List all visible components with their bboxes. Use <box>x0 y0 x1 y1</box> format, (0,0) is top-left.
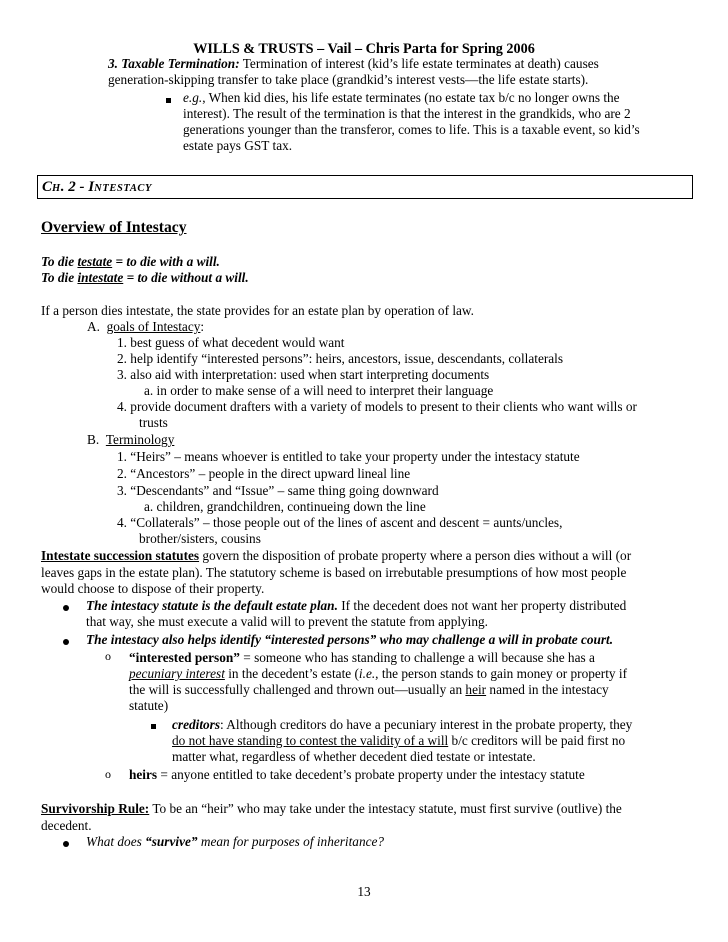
statutes-para-line2: leaves gaps in the estate plan). The statutory scheme is based on irrebutable presumptions of how most people <box>41 565 627 580</box>
overview-heading: Overview of Intestacy <box>41 219 187 236</box>
square-bullet-icon <box>151 724 156 729</box>
taxable-termination-line2: generation-skipping transfer to take place (grandkid’s interest vests—the life estate starts). <box>108 72 589 87</box>
default-plan-bullet-line2: that way, she must execute a valid will to prevent the statute from applying. <box>86 614 488 629</box>
taxable-termination-line1: 3. Taxable Termination: Termination of interest (kid’s life estate terminates at death) causes <box>108 56 599 71</box>
list-item-b2: 2. “Ancestors” – people in the direct upward lineal line <box>117 466 411 481</box>
list-item-b4-continued: brother/sisters, cousins <box>139 531 261 546</box>
interested-person-line1: “interested person” = someone who has standing to challenge a will because she has a <box>129 650 595 665</box>
creditors-line3: matter what, regardless of whether decedent died testate or intestate. <box>172 749 536 764</box>
square-bullet-icon <box>166 98 171 103</box>
interested-person-line2: pecuniary interest in the decedent’s estate (i.e., the person stands to gain money or property if <box>129 666 628 681</box>
bullet-icon <box>63 639 69 645</box>
list-item-a1: 1. best guess of what decedent would want <box>117 335 345 350</box>
circle-bullet-icon: o <box>105 767 111 781</box>
statutes-para-line3: would choose to dispose of their property. <box>41 581 265 596</box>
gst-example-line3: generations younger than the transferor, comes to life. This is a taxable event, so kid’s <box>183 122 640 137</box>
gst-example-line2: interest). The result of the termination is that the interest in the grandkids, who are 2 <box>183 106 631 121</box>
definition-testate: To die testate = to die with a will. <box>41 254 220 269</box>
list-item-a4: 4. provide document drafters with a variety of models to present to their clients who want wills or <box>117 399 637 414</box>
creditors-line1: creditors: Although creditors do have a pecuniary interest in the probate property, they <box>172 717 633 732</box>
gst-example-line4: estate pays GST tax. <box>183 138 293 153</box>
interested-persons-bullet: The intestacy also helps identify “interested persons” who may challenge a will in probate court. <box>86 632 614 647</box>
chapter-heading: CH. 2 - INTESTACY <box>42 179 153 195</box>
list-item-a3: 3. also aid with interpretation: used when start interpreting documents <box>117 367 490 382</box>
circle-bullet-icon: o <box>105 649 111 663</box>
list-item-b1: 1. “Heirs” – means whoever is entitled to take your property under the intestacy statute <box>117 449 580 464</box>
list-item-b3a: a. children, grandchildren, continueing down the line <box>144 499 426 514</box>
list-item-a4-continued: trusts <box>139 415 168 430</box>
bullet-icon <box>63 605 69 611</box>
definition-intestate: To die intestate = to die without a will. <box>41 270 249 285</box>
list-item-a: A. goals of Intestacy: <box>87 319 205 334</box>
survive-question: What does “survive” mean for purposes of inheritance? <box>86 834 385 849</box>
intestacy-intro: If a person dies intestate, the state provides for an estate plan by operation of law. <box>41 303 474 318</box>
gst-example-line1: e.g., When kid dies, his life estate terminates (no estate tax b/c no longer owns the <box>183 90 620 105</box>
page-header-title: WILLS & TRUSTS – Vail – Chris Parta for Spring 2006 <box>193 41 535 57</box>
chapter-heading-box <box>37 175 693 199</box>
list-item-a3a: a. in order to make sense of a will need to interpret their language <box>144 383 494 398</box>
creditors-line2: do not have standing to contest the validity of a will b/c creditors will be paid first no <box>172 733 626 748</box>
survivorship-line2: decedent. <box>41 818 92 833</box>
list-item-b: B. Terminology <box>87 432 175 447</box>
default-plan-bullet: The intestacy statute is the default estate plan. If the decedent does not want her property distributed <box>86 598 627 613</box>
list-item-b4: 4. “Collaterals” – those people out of the lines of ascent and descent = aunts/uncles, <box>117 515 563 530</box>
list-item-b3: 3. “Descendants” and “Issue” – same thing going downward <box>117 483 439 498</box>
list-item-a2: 2. help identify “interested persons”: heirs, ancestors, issue, descendants, collaterals <box>117 351 564 366</box>
bullet-icon <box>63 841 69 847</box>
survivorship-line1: Survivorship Rule: To be an “heir” who may take under the intestacy statute, must first survive (outlive) the <box>41 801 622 816</box>
page-number: 13 <box>357 884 371 899</box>
interested-person-line3: the will is successfully challenged and thrown out—usually an heir named in the intestacy <box>129 682 609 697</box>
heirs-definition: heirs = anyone entitled to take decedent’s probate property under the intestacy statute <box>129 767 585 782</box>
statutes-para-line1: Intestate succession statutes govern the disposition of probate property where a person dies without a will (or <box>41 548 632 563</box>
interested-person-line4: statute) <box>129 698 169 713</box>
